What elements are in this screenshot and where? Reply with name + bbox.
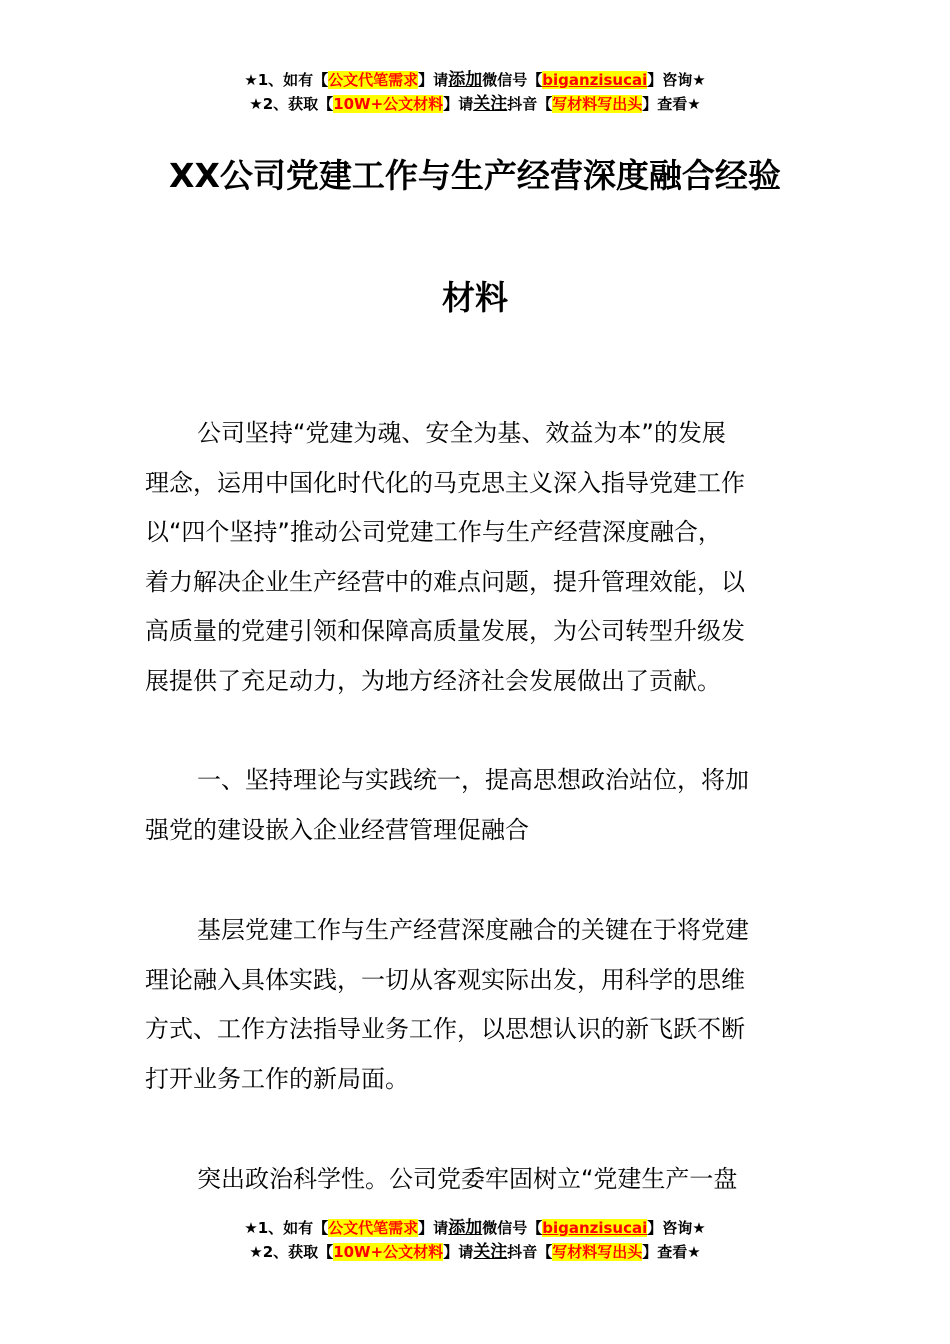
banner-text: 】请	[418, 1219, 449, 1237]
banner-text: 】请	[418, 71, 449, 89]
body-paragraph-intro	[145, 409, 807, 706]
section-heading-1	[145, 756, 807, 855]
paragraph-line: 展提供了充足动力，为地方经济社会发展做出了贡献。	[145, 666, 721, 695]
banner-wechat-id: biganzisucai	[542, 1219, 648, 1237]
banner-wechat-id: biganzisucai	[542, 71, 648, 89]
banner-line-1	[0, 68, 950, 92]
banner-text: 】请	[443, 95, 474, 113]
document-title-line-1: XX公司党建工作与生产经营深度融合经验	[169, 156, 781, 195]
banner-douyin-id: 写材料写出头	[552, 1243, 643, 1261]
document-title-line-2: 材料	[442, 278, 508, 317]
banner-text: 】咨询★	[647, 71, 706, 89]
banner-text: 】查看★	[642, 1243, 701, 1261]
banner-douyin-id: 写材料写出头	[552, 95, 643, 113]
paragraph-line: 强党的建设嵌入企业经营管理促融合	[145, 815, 529, 844]
banner-highlight: 10W+公文材料	[333, 95, 444, 113]
banner-text: ★2、获取【	[249, 1243, 334, 1261]
banner-line-2	[0, 1240, 950, 1264]
banner-emphasis: 添加	[448, 1218, 483, 1238]
banner-emphasis: 关注	[473, 1242, 508, 1262]
banner-emphasis: 添加	[448, 70, 483, 90]
body-paragraph-2	[145, 906, 807, 1104]
banner-text: 抖音【	[507, 1243, 553, 1261]
paragraph-line: 理念，运用中国化时代化的马克思主义深入指导党建工作	[145, 468, 745, 497]
header-banner	[0, 68, 950, 116]
banner-text: 抖音【	[507, 95, 553, 113]
banner-text: ★1、如有【	[244, 1219, 329, 1237]
paragraph-line: 以“四个坚持”推动公司党建工作与生产经营深度融合，	[145, 518, 722, 546]
banner-highlight: 10W+公文材料	[333, 1243, 444, 1261]
paragraph-line: 公司坚持“党建为魂、安全为基、效益为本”的发展	[197, 419, 726, 447]
body-paragraph-3	[145, 1155, 807, 1205]
banner-text: ★1、如有【	[244, 71, 329, 89]
paragraph-line: 着力解决企业生产经营中的难点问题，提升管理效能，以	[145, 567, 745, 596]
banner-highlight: 公文代笔需求	[328, 1219, 419, 1237]
paragraph-line: 高质量的党建引领和保障高质量发展，为公司转型升级发	[145, 617, 745, 645]
banner-line-1	[0, 1216, 950, 1240]
paragraph-line: 理论融入具体实践，一切从客观实际出发，用科学的思维	[145, 965, 745, 994]
banner-text: 微信号【	[482, 71, 543, 89]
paragraph-line: 一、坚持理论与实践统一，提高思想政治站位，将加	[197, 766, 749, 794]
banner-text: 微信号【	[482, 1219, 543, 1237]
paragraph-line: 方式、工作方法指导业务工作，以思想认识的新飞跃不断	[145, 1015, 745, 1043]
banner-text: 】请	[443, 1243, 474, 1261]
banner-emphasis: 关注	[473, 94, 508, 114]
banner-text: 】咨询★	[647, 1219, 706, 1237]
banner-text: ★2、获取【	[249, 95, 334, 113]
banner-line-2	[0, 92, 950, 116]
paragraph-line: 基层党建工作与生产经营深度融合的关键在于将党建	[197, 916, 749, 944]
footer-banner	[0, 1216, 950, 1264]
banner-highlight: 公文代笔需求	[328, 71, 419, 89]
banner-text: 】查看★	[642, 95, 701, 113]
paragraph-line: 打开业务工作的新局面。	[145, 1064, 409, 1093]
paragraph-line: 突出政治科学性。公司党委牢固树立“党建生产一盘	[197, 1165, 738, 1193]
